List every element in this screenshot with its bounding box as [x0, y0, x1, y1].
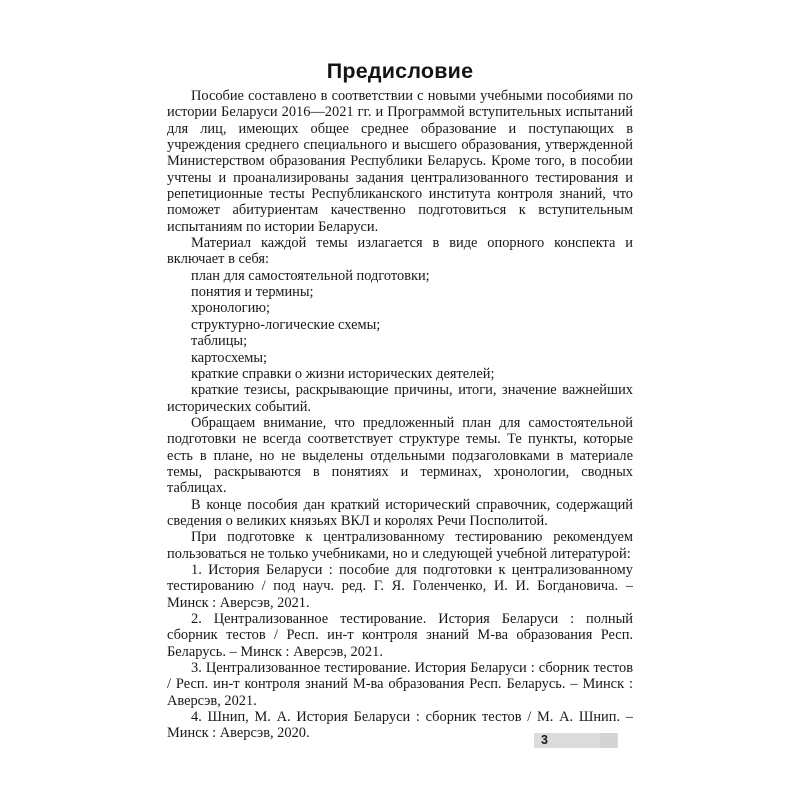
paragraph-attention: Обращаем внимание, что предложенный план для самостоятельной подготовки не всегда соответствует структуре темы. Те пункты, которые есть в плане, но не выделены отдельными подзаголовками в материале темы, раскрываются в понятиях и терминах, хронологии, сводных таблицах. — [167, 414, 633, 497]
reference-item: 2. Централизованное тестирование. История Беларуси : полный сборник тестов / Респ. ин-т контроля знаний М-ва образования Респ. Беларусь. – Минск : Аверсэв, 2021. — [167, 611, 633, 660]
paragraph-recommend: При подготовке к централизованному тестированию рекомендуем пользоваться не только учебниками, но и следующей учебной литературой: — [167, 529, 633, 562]
list-item: хронологию; — [191, 300, 271, 317]
feature-list — [167, 268, 633, 415]
page-number: 3 — [541, 733, 548, 747]
list-item: краткие тезисы, раскрывающие причины, итоги, значение важнейших исторических событий. — [167, 382, 633, 415]
list-item: структурно-логические схемы; — [191, 316, 381, 333]
paragraph-intro: Пособие составлено в соответствии с новыми учебными пособиями по истории Беларуси 2016—2021 гг. и Программой вступительных испытаний для лиц, имеющих общее среднее образование и поступающих в учреждения среднего специального и высшего образования, утвержденной Министерством образования Республики Беларусь. Кроме того, в пособии учтены и проанализированы задания централизованного тестирования и репетиционные тесты Республиканского института контроля знаний, что поможет абитуриентам качественно подготовиться к вступительным испытаниям по истории Беларуси. — [167, 88, 633, 235]
text-column — [167, 88, 633, 742]
list-item: таблицы; — [191, 333, 248, 350]
reference-list — [167, 562, 633, 742]
list-item: план для самостоятельной подготовки; — [191, 267, 430, 284]
list-item: краткие справки о жизни исторических деятелей; — [191, 365, 495, 382]
list-item: понятия и термины; — [191, 284, 314, 301]
list-item: картосхемы; — [191, 349, 268, 366]
page-title: Предисловие — [326, 59, 474, 84]
paragraph-handbook: В конце пособия дан краткий исторический справочник, содержащий сведения о великих князьях ВКЛ и королях Речи Посполитой. — [167, 496, 633, 529]
reference-item: 3. Централизованное тестирование. История Беларуси : сборник тестов / Респ. ин-т контроля знаний М-ва образования Респ. Беларусь. – Минск : Аверсэв, 2021. — [167, 660, 633, 709]
reference-item: 1. История Беларуси : пособие для подготовки к централизованному тестированию / под науч. ред. Г. Я. Голенченко, И. И. Богдановича. – Минск : Аверсэв, 2021. — [167, 561, 633, 611]
page-edge-tab — [600, 733, 617, 748]
paragraph-material-lead: Материал каждой темы излагается в виде опорного конспекта и включает в себя: — [167, 235, 633, 268]
reference-item: 4. Шнип, М. А. История Беларуси : сборник тестов / М. А. Шнип. – Минск : Аверсэв, 2020. — [167, 709, 633, 742]
